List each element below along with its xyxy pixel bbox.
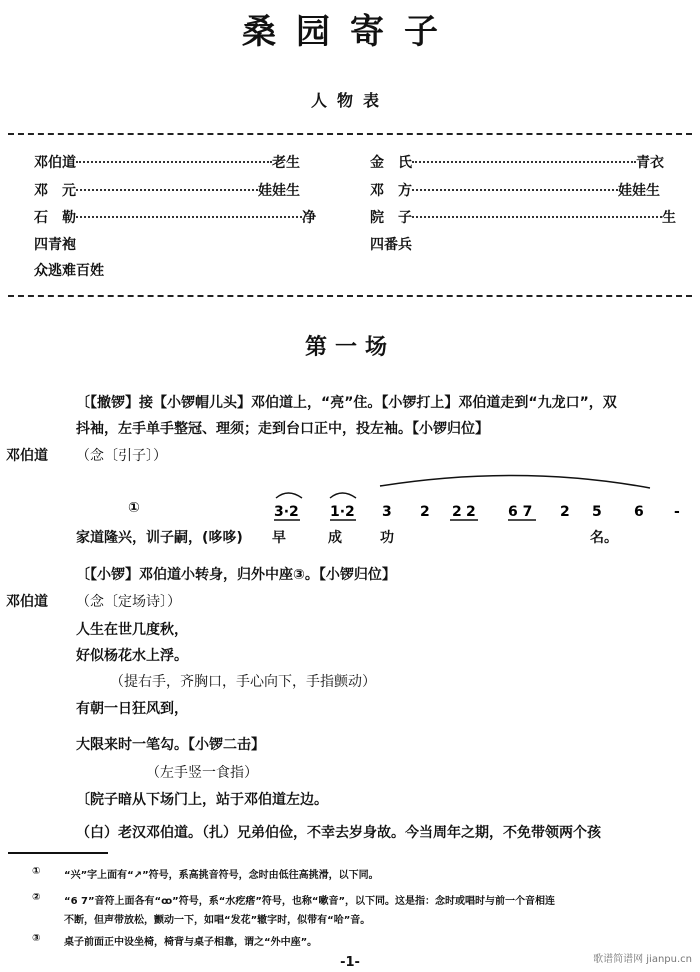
cast-role: 净	[302, 210, 316, 226]
cast-row	[34, 260, 104, 280]
lyric-syllable: 名。	[590, 530, 618, 546]
recitation-mode: （念〔定场诗〕）	[76, 594, 181, 610]
action-note: （左手竖一食指）	[146, 765, 258, 781]
cast-role: 生	[662, 210, 676, 226]
note: 3	[382, 504, 392, 520]
speaker-label: 邓伯道	[6, 594, 48, 610]
verse-line: 人生在世几度秋，	[76, 622, 188, 638]
footnote-text: “兴”字上面有“↗”符号，系高挑音符号，念时由低往高挑滑，以下同。	[64, 870, 379, 881]
speaker-label: 邓伯道	[6, 448, 48, 464]
verse-line: 有朝一日狂风到，	[76, 701, 188, 717]
recitation-mode: （念〔引子〕）	[76, 448, 167, 464]
cast-name: 四番兵	[370, 237, 412, 253]
footnote-rule	[8, 852, 108, 854]
divider-top	[8, 133, 692, 135]
slur-mark	[276, 493, 302, 498]
cast-row	[370, 207, 676, 227]
cast-name: 众逃难百姓	[34, 263, 104, 279]
note: 6 7	[508, 504, 533, 520]
dialogue-line: （白）老汉邓伯道。（扎）兄弟伯俭，不幸去岁身故。今当周年之期，不免带领两个孩	[76, 825, 601, 841]
stage-direction: 抖袖，左手单手整冠、理须；走到台口正中，投左袖。【小锣归位】	[76, 421, 489, 437]
footnote-marker: ②	[32, 892, 41, 903]
verse-line: 好似杨花水上浮。	[76, 648, 188, 664]
cast-row	[34, 152, 330, 172]
cast-name: 邓 元	[34, 183, 76, 199]
stage-direction: 〔【撤锣】接【小锣帽儿头】邓伯道上，“亮”住。【小锣打上】邓伯道走到“九龙口”，双	[76, 395, 617, 411]
cast-row	[370, 234, 412, 254]
note: 5	[592, 504, 602, 520]
cast-row	[34, 180, 354, 200]
footnote-marker: ③	[32, 933, 41, 944]
lyric-line: 家道隆兴，训子嗣，(哆哆)	[76, 530, 243, 546]
cast-heading: 人物表	[310, 91, 389, 110]
verse-line: 大限来时一笔勾。【小锣二击】	[76, 737, 265, 753]
watermark: 歌谱简谱网 jianpu.cn	[593, 954, 692, 965]
note: 2	[452, 504, 462, 520]
divider-bottom	[8, 295, 692, 297]
cast-role: 娃娃生	[258, 183, 300, 199]
cast-row	[34, 207, 354, 227]
cast-name: 院 子	[370, 210, 412, 226]
footnote-text: “6 7”音符上面各有“ꝏ”符号，系“水疙瘩”符号，也称“嗽音”，以下同。这是指：念时或唱时与前一个音相连	[64, 896, 556, 907]
cast-name: 邓伯道	[34, 155, 76, 171]
jianpu-score	[270, 468, 690, 528]
page-number: -1-	[340, 955, 360, 970]
note: 6	[634, 504, 644, 520]
note: 2	[420, 504, 430, 520]
footnote-marker: ①	[32, 866, 41, 877]
lyric-syllable: 早	[272, 530, 286, 546]
cast-name: 金 氏	[370, 155, 412, 171]
note: 2	[560, 504, 570, 520]
note: -	[674, 504, 680, 520]
cast-name: 邓 方	[370, 183, 412, 199]
cast-row	[34, 234, 76, 254]
footnote-text: 桌子前面正中设坐椅，椅背与桌子相靠，谓之“外中座”。	[64, 937, 318, 948]
page-title: 桑园寄子	[242, 12, 458, 52]
lyric-syllable: 成	[328, 530, 342, 546]
footnote-text: 不断，但声带放松，颤动一下，如唱“发花”辙字时，似带有“哈”音。	[64, 915, 371, 926]
cast-row	[370, 180, 660, 200]
cast-role: 青衣	[636, 155, 664, 171]
stage-direction: 〔【小锣】邓伯道小转身，归外中座③。【小锣归位】	[76, 567, 396, 583]
cast-row	[370, 152, 664, 172]
note: 2	[466, 504, 476, 520]
footnote-marker: ①	[128, 500, 140, 516]
scene-title: 第一场	[304, 335, 395, 360]
action-note: （提右手，齐胸口，手心向下，手指颤动）	[110, 674, 376, 690]
cast-role: 老生	[272, 155, 300, 171]
note: 3·2	[274, 504, 299, 520]
stage-direction: 〔院子暗从下场门上，站于邓伯道左边。	[76, 792, 328, 808]
slur-mark	[330, 493, 356, 498]
lyric-syllable: 功	[380, 530, 394, 546]
note: 1·2	[330, 504, 355, 520]
cast-name: 石 勒	[34, 210, 76, 226]
slur-mark	[380, 475, 650, 488]
cast-name: 四青袍	[34, 237, 76, 253]
cast-role: 娃娃生	[618, 183, 660, 199]
